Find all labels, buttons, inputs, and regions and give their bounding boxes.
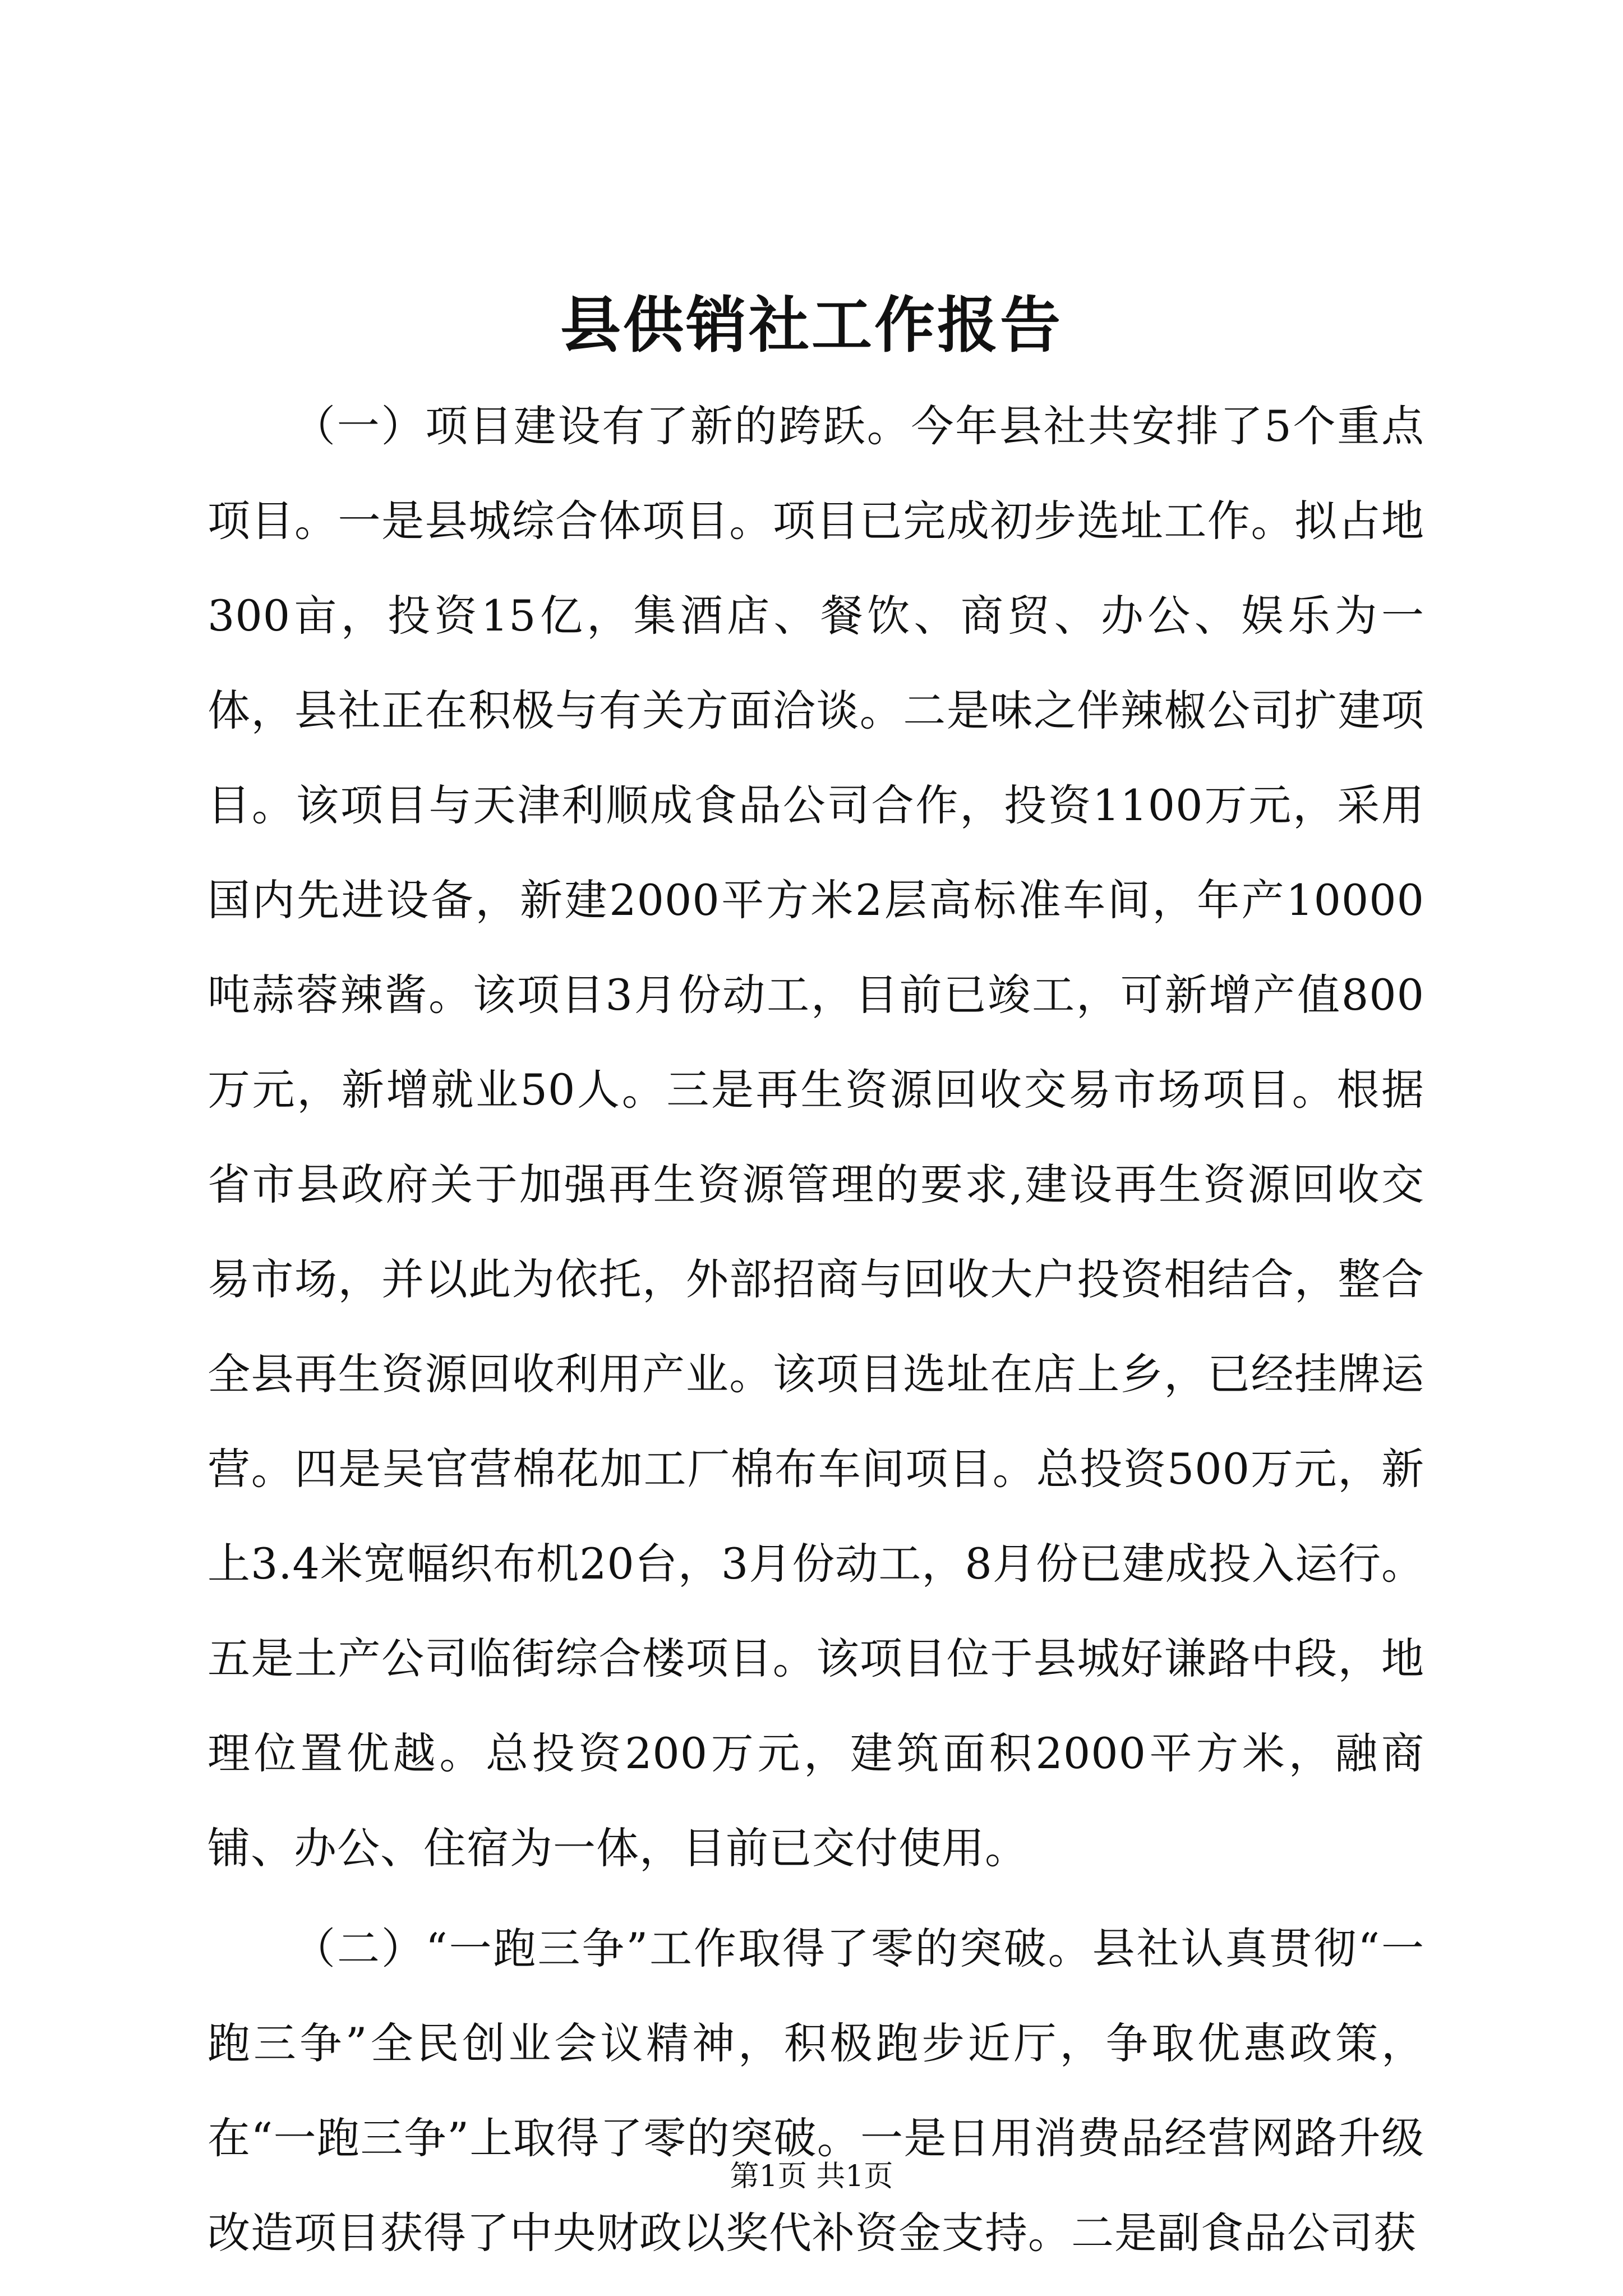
document-body [208, 379, 1424, 2280]
page-number-footer: 第1页 共1页 [730, 2160, 893, 2193]
paragraph-project-construction: （一）项目建设有了新的跨跃。今年县社共安排了5个重点项目。一是县城综合体项目。项目已完成初步选址工作。拟占地300亩，投资15亿，集酒店、餐饮、商贸、办公、娱乐为一体，县社正在积极与有关方面洽谈。二是味之伴辣椒公司扩建项目。该项目与天津利顺成食品公司合作，投资1100万元，采用国内先进设备，新建2000平方米2层高标准车间，年产10000吨蒜蓉辣酱。该项目3月份动工，目前已竣工，可新增产值800万元，新增就业50人。三是再生资源回收交易市场项目。根据省市县政府关于加强再生资源管理的要求,建设再生资源回收交易市场，并以此为依托，外部招商与回收大户投资相结合，整合全县再生资源回收利用产业。该项目选址在店上乡，已经挂牌运营。四是吴官营棉花加工厂棉布车间项目。总投资500万元，新上3.4米宽幅织布机20台，3月份动工，8月份已建成投入运行。五是土产公司临街综合楼项目。该项目位于县城好谦路中段，地理位置优越。总投资200万元，建筑面积2000平方米，融商铺、办公、住宿为一体，目前已交付使用。 [208, 401, 1424, 1873]
page-title: 县供销社工作报告 [560, 290, 1063, 361]
paragraph-one-run-three-strive: （二）“一跑三争”工作取得了零的突破。县社认真贯彻“一跑三争”全民创业会议精神，积极跑步近厅，争取优惠政策，在“一跑三争”上取得了零的突破。一是日用消费品经营网路升级改造项目获得了中央财政以奖代补资金支持。二是副食品公司获 [208, 1924, 1424, 2258]
